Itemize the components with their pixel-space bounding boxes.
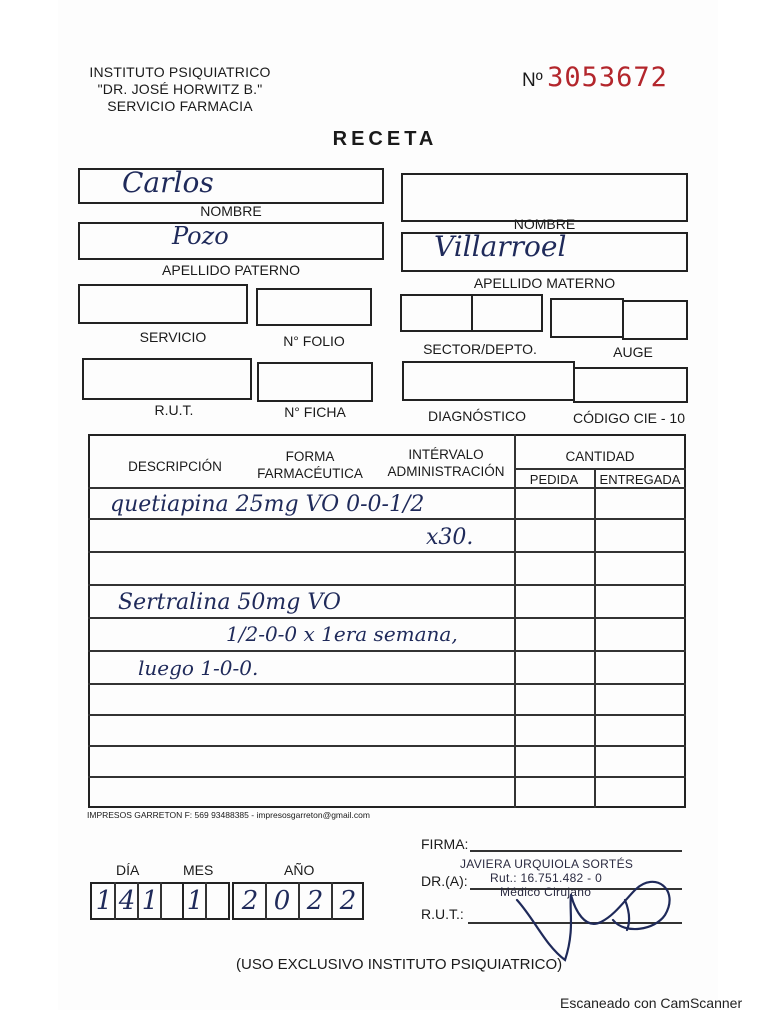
folio-number-group	[522, 62, 668, 93]
sector-field-a	[400, 294, 473, 332]
nombre-value: Carlos	[122, 166, 214, 199]
folio-prefix: Nº	[522, 70, 543, 91]
nombre2-label: NOMBRE	[513, 216, 576, 232]
col-pedida: PEDIDA	[529, 472, 579, 487]
mes-label: MES	[183, 862, 214, 878]
uso-exclusivo-note: (USO EXCLUSIVO INSTITUTO PSIQUIATRICO)	[236, 956, 563, 973]
row-line-6	[88, 683, 686, 685]
folio-number: 3053672	[547, 62, 668, 93]
table-row: 1/2-0-0 x 1era semana,	[226, 622, 458, 646]
apellido-materno-value: Villarroel	[434, 230, 567, 263]
date-digit: 4	[118, 886, 136, 916]
rut-footer-label: R.U.T.:	[421, 906, 464, 922]
date-divider	[298, 882, 300, 920]
firma-label: FIRMA:	[421, 836, 469, 852]
dia-label: DÍA	[116, 862, 140, 878]
row-line-5	[88, 650, 686, 652]
apellido-paterno-label: APELLIDO PATERNO	[162, 262, 300, 278]
auge-field-a	[550, 298, 624, 338]
sector-label: SECTOR/DEPTO.	[423, 341, 537, 357]
institution-line-3: SERVICIO FARMACIA	[107, 98, 253, 114]
page-title: RECETA	[332, 128, 438, 150]
cantidad-divider	[514, 468, 686, 470]
servicio-label: SERVICIO	[139, 329, 207, 345]
row-line-3	[88, 584, 686, 586]
table-row: luego 1-0-0.	[138, 656, 259, 680]
ano-label: AÑO	[284, 862, 315, 878]
printer-info: IMPRESOS GARRETON F: 569 93488385 - impresosgarreton@gmail.com	[87, 810, 370, 820]
auge-field-b	[622, 300, 688, 340]
stamp-title: Médico Cirujano	[500, 885, 592, 899]
row-line-4	[88, 617, 686, 619]
sector-field-b	[471, 294, 543, 332]
apellido-paterno-value: Pozo	[172, 222, 229, 250]
folio-field	[256, 288, 372, 326]
table-row: quetiapina 25mg VO 0-0-1/2	[110, 492, 425, 517]
camscanner-watermark: Escaneado con CamScanner	[560, 995, 743, 1011]
cie-label: CÓDIGO CIE - 10	[572, 410, 686, 426]
date-digit: 2	[339, 886, 357, 916]
firma-line	[470, 850, 682, 852]
table-row: Sertralina 50mg VO	[118, 590, 341, 615]
apellido-materno-label: APELLIDO MATERNO	[473, 275, 616, 291]
column-divider-cantidad	[514, 434, 516, 808]
diagnostico-field	[402, 361, 575, 401]
date-digit: 1	[186, 886, 204, 916]
nombre2-field	[401, 173, 688, 222]
date-digit: 2	[241, 886, 259, 916]
institution-header	[80, 64, 280, 115]
diagnostico-label: DIAGNÓSTICO	[427, 408, 526, 424]
apellido-paterno-field	[78, 222, 384, 260]
date-digit: 2	[306, 886, 324, 916]
institution-line-1: INSTITUTO PSIQUIATRICO	[89, 64, 271, 80]
date-divider	[331, 882, 333, 920]
col-intervalo: INTÉRVALO ADMINISTRACIÓN	[387, 447, 505, 479]
cie-field	[573, 367, 688, 403]
rut-field	[82, 358, 252, 400]
stamp-name: JAVIERA URQUIOLA SORTÉS	[460, 857, 634, 871]
row-line-1	[88, 518, 686, 520]
table-row: x30.	[426, 525, 474, 550]
row-line-8	[88, 745, 686, 747]
nombre-label: NOMBRE	[200, 203, 262, 219]
col-cantidad: CANTIDAD	[565, 449, 635, 464]
servicio-field	[78, 284, 248, 324]
dr-label: DR.(A):	[421, 873, 468, 889]
institution-line-2: "DR. JOSÉ HORWITZ B."	[97, 81, 263, 97]
ficha-field	[257, 362, 373, 402]
row-line-2	[88, 551, 686, 553]
row-line-7	[88, 714, 686, 716]
rut-label: R.U.T.	[154, 402, 194, 418]
col-forma: FORMA FARMACÉUTICA	[257, 449, 363, 481]
ficha-label: N° FICHA	[284, 404, 346, 420]
date-divider	[265, 882, 267, 920]
col-descripcion: DESCRIPCIÓN	[128, 459, 222, 474]
signature-mark	[505, 860, 685, 970]
col-entregada: ENTREGADA	[599, 472, 681, 487]
row-line-9	[88, 776, 686, 778]
auge-label: AUGE	[613, 344, 653, 360]
prescription-table	[88, 434, 686, 808]
date-digit: 1	[141, 886, 159, 916]
date-digit: 0	[273, 886, 291, 916]
folio-label: N° FOLIO	[283, 333, 345, 349]
stamp-rut: Rut.: 16.751.482 - 0	[490, 871, 603, 885]
date-digit: 1	[95, 886, 113, 916]
